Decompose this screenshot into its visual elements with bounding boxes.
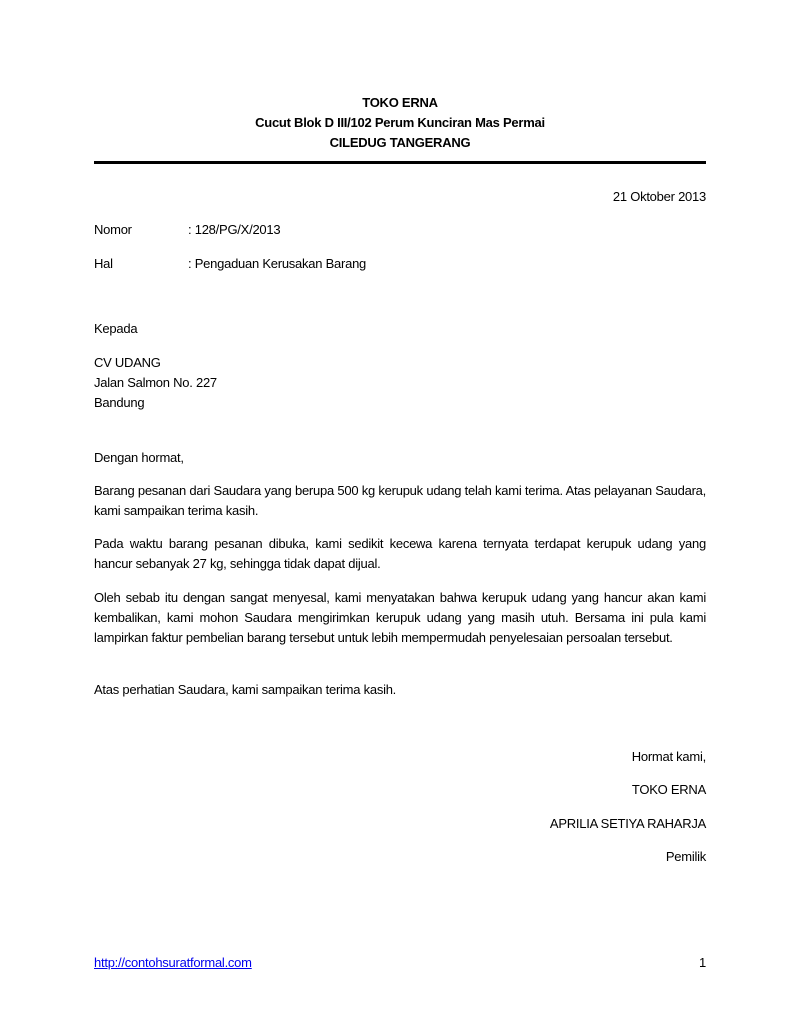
letterhead-address: Cucut Blok D III/102 Perum Kunciran Mas Permai [255,115,545,130]
letterhead-city: CILEDUG TANGERANG [329,135,471,150]
kepada-label: Kepada [94,321,138,336]
body-paragraph: Atas perhatian Saudara, kami sampaikan terima kasih. [94,682,397,697]
salutation: Dengan hormat, [94,450,184,465]
recipient-city: Bandung [94,395,145,410]
body-paragraph: Pada waktu barang pesanan dibuka, kami sedikit kecewa karena ternyata terdapat kerupuk udang yang hancur sebanyak 27 kg, sehingga tidak dapat dijual. [94,536,706,571]
nomor-label: Nomor [94,222,132,237]
recipient-name: CV UDANG [94,355,161,370]
signature-title: Pemilik [665,849,706,864]
recipient-street: Jalan Salmon No. 227 [94,375,217,390]
letterhead-company: TOKO ERNA [362,95,438,110]
signature-name: APRILIA SETIYA RAHARJA [549,816,706,831]
body-paragraph: Oleh sebab itu dengan sangat menyesal, kami menyatakan bahwa kerupuk udang yang hancur akan kami kembalikan, kami mohon Saudara mengirimkan kerupuk udang yang masih utuh. Bersama ini pula kami lampirkan faktur pembelian barang tersebut untuk lebih mempermudah penyelesaian persoalan tersebut. [94,590,706,645]
hal-value: : Pengaduan Kerusakan Barang [188,256,367,271]
letter-date: 21 Oktober 2013 [612,189,706,204]
page-number: 1 [699,955,706,970]
letterhead-divider [94,161,706,164]
closing: Hormat kami, [631,749,706,764]
signature-company: TOKO ERNA [631,782,706,797]
nomor-value: : 128/PG/X/2013 [188,222,281,237]
hal-label: Hal [94,256,113,271]
footer-link[interactable]: http://contohsuratformal.com [94,955,252,970]
body-paragraph: Barang pesanan dari Saudara yang berupa 500 kg kerupuk udang telah kami terima. Atas pelayanan Saudara, kami sampaikan terima kasih. [94,483,706,518]
